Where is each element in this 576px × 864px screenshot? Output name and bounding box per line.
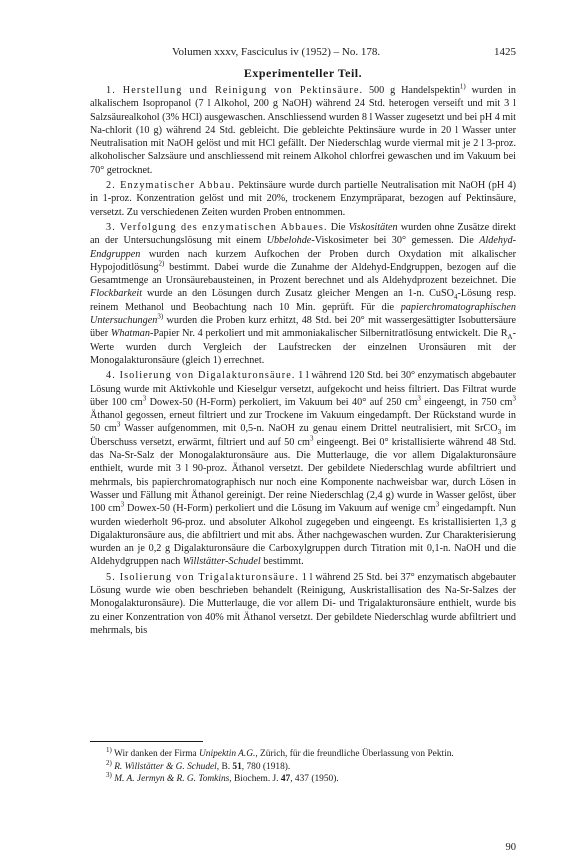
paragraph-heading: 4. Isolierung von Digalakturonsäure. (106, 370, 296, 382)
footnote-1 (90, 745, 516, 761)
text-run: bestimmt. Dabei wurde die Zunahme der Aldehyd-Endgruppen, bezogen auf die Gesamtmenge an Uronsäurebausteinen, in Prozent berechnet und als Aldehydprozent bezeichnet. Die (90, 261, 516, 287)
page-number: 90 (505, 842, 516, 853)
running-header (90, 45, 516, 59)
superscript: 3 (309, 434, 314, 443)
italic-term: Whatman (110, 328, 150, 340)
text-run: Wir danken der Firma (111, 749, 200, 759)
text-run: 1 l während 25 Std. bei 37° enzymatisch abgebauter Lösung wurde wie oben beschrieben behandelt (Reinigung, Auskristallisation des Na-Sr-Salzes der Monogalakturonsäure). Die Mutterlauge, die vor allem Di- und Trigalakturonsäure enthielt, wurde bis zu einer Konzentration von 40% mit Äthanol versetzt. Der gebildete Niederschlag wurde abfiltriert und mehrmals, bis (90, 571, 516, 636)
text-run: -Viskosimeter bei 30° gemessen. Die (311, 235, 480, 247)
paragraph-heading: 2. Enzymatischer Abbau. (106, 180, 236, 192)
text-run: , B. (216, 761, 233, 772)
volume-number: 47 (280, 774, 291, 785)
italic-term: Aldehyd-Endgruppen (90, 235, 516, 260)
text-run: wurden in alkalischem Isopropanol (7 l Alkohol, 200 g NaOH) während 24 Std. heterogen verseift und mit 3 l Salzsäurealkohol (3% HCl) ausgewaschen. Anschliessend wurden 8 l Wasser zugesetzt und bei pH 4 mit Na-chlorit (10 g) während 24 Std. gebleicht. Die gebleichte Pektinsäure wurde in 20 l Wasser unter Neutralisation mit NaOH gelöst und mit HCl gefällt. Der Niederschlag wurde viermal mit je 2 l 3-proz. alkoholischer Salzsäure und anschliessend mit reinem Alkohol chlorfrei gewaschen und im Vakuum bei 70° getrocknet. (90, 85, 516, 176)
paragraph-3 (90, 221, 516, 367)
footnote-3 (90, 773, 516, 786)
italic-term: Unipektin A.G. (199, 749, 256, 759)
text-run: eingedampft. Nun wurden wiederholt 96-proz. und absoluter Alkohol zugegeben und eingeengt. Es kristallisierten 1,3 g Digalakturonsäure aus, die abfiltriert und mit abs. Äther nachgewaschen wurden. Zur Charakterisierung wurden an je 0,2 g Digalakturonsäure die Carboxylgruppen durch Titration mit 0,1-n. NaOH und die Aldehydgruppen nach (90, 503, 516, 568)
paragraph-4 (90, 369, 516, 568)
italic-term: Flockbarkeit (90, 288, 143, 300)
text-run: bestimmt. (260, 556, 304, 568)
volume-number: 51 (232, 761, 242, 772)
footnote-ref: 2) (158, 259, 165, 268)
text-run: , Zürich, für die freundliche Überlassung von Pektin. (255, 749, 454, 759)
paragraph-2 (90, 179, 516, 219)
text-run: Wasser aufgenommen, mit 0,5-n. NaOH zu genau einem Drittel neutralisiert, mit SrCO (120, 423, 498, 435)
subscript: 4 (454, 293, 458, 302)
text-run: Pektinsäure wurde durch partielle Neutralisation mit NaOH (pH 4) in 1-proz. Konzentration gelöst und mit 20%, trockenem Enzympräparat, bezogen auf Pektinsäure, versetzt. Zu verschiedenen Zeiten wurden Proben entnommen. (90, 180, 516, 218)
italic-term: R. Willstätter & G. Schudel (111, 761, 217, 772)
text-run: , 780 (1918). (241, 761, 291, 772)
body-text (90, 84, 516, 639)
superscript: 3 (512, 394, 516, 403)
section-title: Experimenteller Teil. (243, 66, 363, 80)
footnote-ref: 1) (459, 82, 466, 91)
text-run: , 437 (1950). (290, 774, 339, 785)
journal-issue-line: Volumen xxxv, Fasciculus iv (1952) – No. 178. (172, 46, 381, 58)
footnote-mark: 2) (106, 758, 112, 767)
text-run: Die (327, 221, 349, 233)
text-run: 500 g Handelspektin (363, 85, 460, 96)
text-run: wurden die Proben kurz erhitzt, 48 Std. bei 20° mit wassergesättigter Isobuttersäure über (90, 315, 516, 340)
italic-term: Willstätter-Schudel (182, 556, 261, 568)
text-run: wurden ohne Zusätze direkt an der Untersuchungslösung mit einem (90, 221, 516, 247)
superscript: 3 (142, 394, 147, 403)
text-run: -Lösung resp. reinem Methanol und Beobachtung nach 10 Min. geprüft. Für die (90, 288, 516, 313)
superscript: 3 (435, 500, 440, 509)
header-page-number: 1425 (494, 46, 516, 58)
footnote-mark: 3) (106, 771, 112, 780)
footnote-2 (90, 758, 516, 774)
italic-term: M. A. Jermyn & R. G. Tomkins (111, 774, 230, 785)
text-run: eingeengt. Bei 0° kristallisierte während 48 Std. das Na-Sr-Salz der Monogalakturonsäure aus. Die Mutterlauge, die vor allem Digalakturonsäure enthielt, wurde mit 3 l 90-proz. Äthanol versetzt. Der gebildete Niederschlag wurde abfiltriert und mehrmals, bis papierchromatographisch nur noch eine Komponente nachweisbar war, durch Lösen in Wasser und Fällung mit Äthanol gereinigt. Der reine Niederschlag (2,4 g) wurde in Wasser gelöst, über 100 cm (90, 436, 516, 515)
text-run: Dowex-50 (H-Form) perkoliert, im Vakuum bei 40° auf 250 cm (146, 396, 418, 408)
text-run: im Überschuss versetzt, erwärmt, filtriert und auf 50 cm (90, 423, 516, 448)
subscript: A (507, 333, 513, 342)
italic-term: Viskositäten (348, 221, 398, 233)
text-run: wurde an den Lösungen durch Zusatz gleicher Mengen an 1-n. CuSO (142, 288, 455, 300)
footnote-mark: 1) (106, 745, 112, 754)
paragraph-heading: 3. Verfolgung des enzymatischen Abbaues. (106, 221, 328, 233)
italic-term: Ubbelohde (266, 235, 312, 247)
paragraph-1 (90, 84, 516, 177)
text-run: Äthanol gegossen, erneut filtriert und zur Trockene im Vakuum eingedampft. Der Rückstand wurde in 50 cm (90, 410, 516, 435)
subscript: 3 (497, 428, 502, 437)
text-run: 1 l während 120 Std. bei 30° enzymatisch abgebauter Lösung wurde mit Aktivkohle und Kieselgur versetzt, aufgekocht und heiss filtriert. Das Filtrat wurde über 100 cm (90, 370, 517, 408)
paragraph-heading: 5. Isolierung von Trigalakturonsäure. (106, 571, 299, 583)
text-run: -Papier Nr. 4 perkoliert und mit ammoniakalischer Silbernitratlösung entwickelt. Die R (149, 328, 508, 340)
superscript: 3 (116, 421, 121, 430)
paragraph-heading: 1. Herstellung und Reinigung von Pektinsäure. (106, 85, 364, 96)
text-run: eingeengt, in 750 cm (420, 396, 513, 408)
footnote-divider (90, 741, 203, 742)
text-run: Dowex-50 (H-Form) perkoliert und die Lösung im Vakuum auf wenige cm (124, 503, 436, 515)
footnote-ref: 3) (157, 312, 164, 321)
footnotes (90, 741, 516, 786)
text-run: -Werte wurden durch Vergleich der Laufstrecken der einzelnen Uronsäuren mit der Monogalakturonsäure (gleich 1) errechnet. (90, 328, 516, 366)
superscript: 3 (417, 394, 421, 403)
italic-term: papierchromatographischen Untersuchungen (90, 301, 516, 327)
paragraph-5 (90, 571, 516, 637)
superscript: 3 (120, 500, 125, 509)
text-run: , Biochem. J. (229, 774, 281, 785)
text-run: wurden nach kurzem Aufkochen der Proben durch Oxydation mit alkalischer Hypojoditlösung (90, 248, 516, 273)
